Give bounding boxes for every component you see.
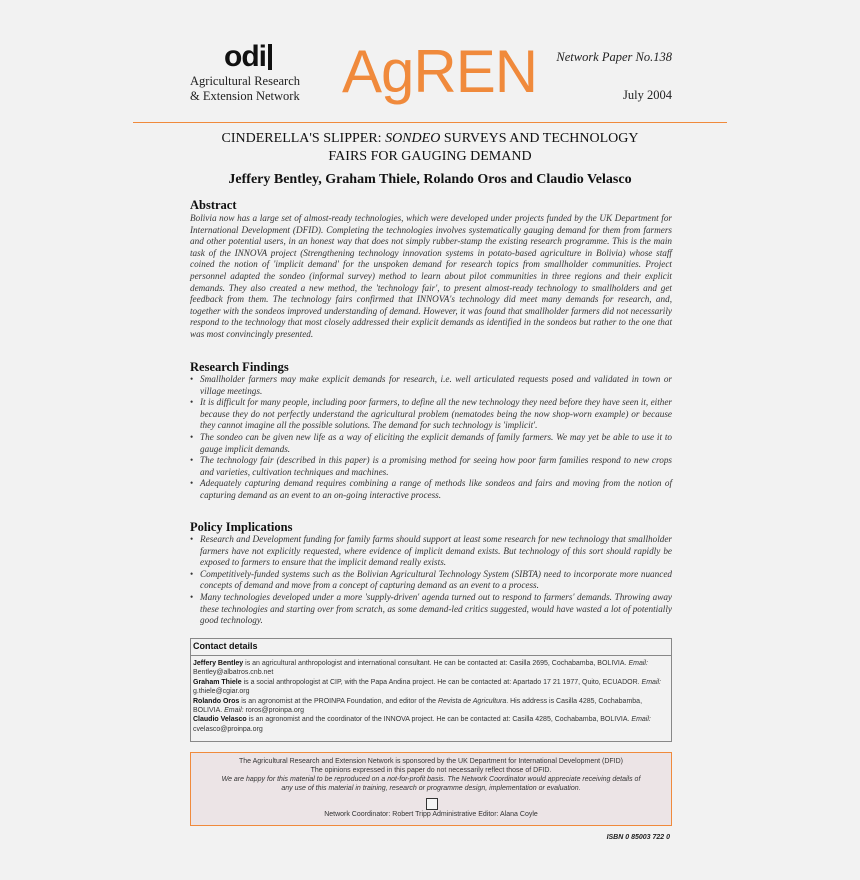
odi-logo-text: odi	[224, 40, 266, 73]
title-suffix: SURVEYS AND TECHNOLOGY	[440, 131, 639, 146]
contact-entry: Jeffery Bentley is an agricultural anthropologist and international consultant. He can be contacted at: Casilla 2695, Cochabamba, BOLIVIA. Email: Bentley@albatros.cnb.net	[193, 660, 648, 677]
abstract-text: Bolivia now has a large set of almost-ready technologies, which were developed under projects funded by the UK Department for International Development (DFID). Completing the technologies involves systematically gauging demand for them from farmers and other potential users, in an honest way that does not simply rubber-stamp the existing research programme. This is the main task of the INNOVA project (Strengthening technology innovation systems in potato-based agriculture in Bolivia) whose staff coined the notion of 'implicit demand' for the unspoken demand for research topics from smallholder communities. Project personnel adapted the sondeo (informal survey) method to learn about pilot communities in three regions and their explicit demands. They also created a new method, the 'technology fair', to present almost-ready technology to smallholders and get feedback from them. The technology fairs confirmed that INNOVA's technology did meet many demands for research, and, together with the sondeos improved understanding of demand. However, it was found that smallholder farmers did not necessarily respond to the technology that most closely addressed their explicit demands as identified in the sondeos but rather to the one that was most convincingly presented.	[190, 213, 672, 339]
odi-logo-bar	[268, 44, 272, 70]
list-item: • Research and Development funding for family farms should support at least some research for new technology that smallholder farmers have not explicitly requested, where evidence of implicit demand exists. But technology of this sort should rapidly be exposed to farmers to ensure that the implicit demand really exists.	[190, 534, 672, 568]
title-line-2: FAIRS FOR GAUGING DEMAND	[328, 149, 532, 164]
paper-title	[150, 130, 710, 166]
org-name	[190, 74, 300, 104]
list-item: • Many technologies developed under a more 'supply-driven' agenda turned out to respond to farmers' demands. Throwing away these technologies and starting over from scratch, as some demand-led critics suggested, would have wasted a lot of potentially good technology.	[190, 591, 672, 626]
findings-list	[190, 374, 672, 502]
contact-body	[193, 659, 667, 734]
coordinators: Network Coordinator: Robert Tripp Administrative Editor: Alana Coyle	[324, 811, 538, 818]
contact-entry: Rolando Oros is an agronomist at the PROINPA Foundation, and editor of the Revista de Agricultura. His address is Casilla 4285, Cochabamba, BOLIVIA. Email: roros@proinpa.org	[193, 697, 643, 715]
sponsor-text	[195, 757, 667, 793]
list-item: • The technology fair (described in this paper) is a promising method for seeing how poor farm families respond to new crops and varieties, cultivation techniques and machines.	[190, 455, 672, 477]
isbn: ISBN 0 85003 722 0	[606, 834, 670, 841]
list-item: • Adequately capturing demand requires combining a range of methods like sondeos and fairs and moving from the notion of capturing demand as an event to an on-going interactive process.	[190, 478, 672, 500]
header-divider	[133, 122, 727, 123]
list-item: • Smallholder farmers may make explicit demands for research, i.e. well articulated requests posed and validated in town or village meetings.	[190, 374, 672, 396]
list-item: • Competitively-funded systems such as the Bolivian Agricultural Technology System (SIBTA) need to incorporate more nuanced concepts of demand and move from a concept of capturing demand as an event to a process.	[190, 568, 672, 591]
title-prefix: CINDERELLA'S SLIPPER:	[221, 131, 386, 146]
list-item: • The sondeo can be given new life as a way of eliciting the explicit demands of family farmers. We may yet be able to use it to gauge implicit demands.	[190, 431, 672, 454]
contact-details-box	[190, 638, 672, 742]
abstract-heading: Abstract	[190, 198, 237, 212]
sponsor-line-2: The opinions expressed in this paper do not necessarily reflect those of DFID.	[310, 767, 552, 774]
contact-divider	[191, 655, 671, 656]
contact-entry: Graham Thiele is a social anthropologist at CIP, with the Papa Andina project. He can be contacted at: Apartado 17 21 1977, Quito, ECUADOR. Email: g.thiele@cgiar.org	[193, 678, 661, 696]
email-link[interactable]: cvelasco@proinpa.org	[193, 725, 263, 733]
agren-logo: AgREN	[342, 38, 538, 105]
contact-heading: Contact details	[193, 641, 258, 651]
contact-entry: Claudio Velasco is an agronomist and the coordinator of the INNOVA project. He can be contacted at: Casilla 4285, Cochabamba, BOLIVIA. Email: cvelasco@proinpa.org	[193, 716, 651, 733]
findings-heading: Research Findings	[190, 360, 289, 374]
network-paper-number: Network Paper No.138	[556, 50, 672, 64]
checkbox-square	[426, 798, 438, 810]
publication-date: July 2004	[623, 88, 672, 102]
org-line-1: Agricultural Research	[190, 74, 301, 88]
email-link[interactable]: roros@proinpa.org	[245, 707, 305, 715]
email-link[interactable]: g.thiele@cgiar.org	[193, 688, 250, 696]
org-line-2: & Extension Network	[190, 89, 300, 103]
odi-logo	[224, 40, 272, 73]
sponsor-line-1: The Agricultural Research and Extension Network is sponsored by the UK Department for International Development (DFID)	[238, 758, 623, 765]
list-item: • It is difficult for many people, including poor farmers, to define all the new technology they need before they have seen it, either because they do not perfectly understand the agricultural problem (nematodes being the now shop-worn example) or because they cannot imagine all the possible solutions. The demand for such technology is 'implicit'.	[190, 397, 672, 431]
sponsor-line-3: We are happy for this material to be reproduced on a not-for-profit basis. The Network Coordinator would appreciate receiving details of	[221, 776, 641, 783]
policy-heading: Policy Implications	[190, 520, 293, 534]
sponsor-line-4: any use of this material in training, research or programme design, implementation or evaluation.	[281, 785, 581, 792]
authors: Jeffery Bentley, Graham Thiele, Rolando Oros and Claudio Velasco	[228, 172, 632, 187]
sponsor-box	[190, 752, 672, 826]
title-line-1	[150, 130, 710, 148]
policy-list	[190, 534, 672, 627]
title-italic: SONDEO	[385, 131, 441, 146]
email-link[interactable]: Bentley@albatros.cnb.net	[193, 669, 274, 677]
